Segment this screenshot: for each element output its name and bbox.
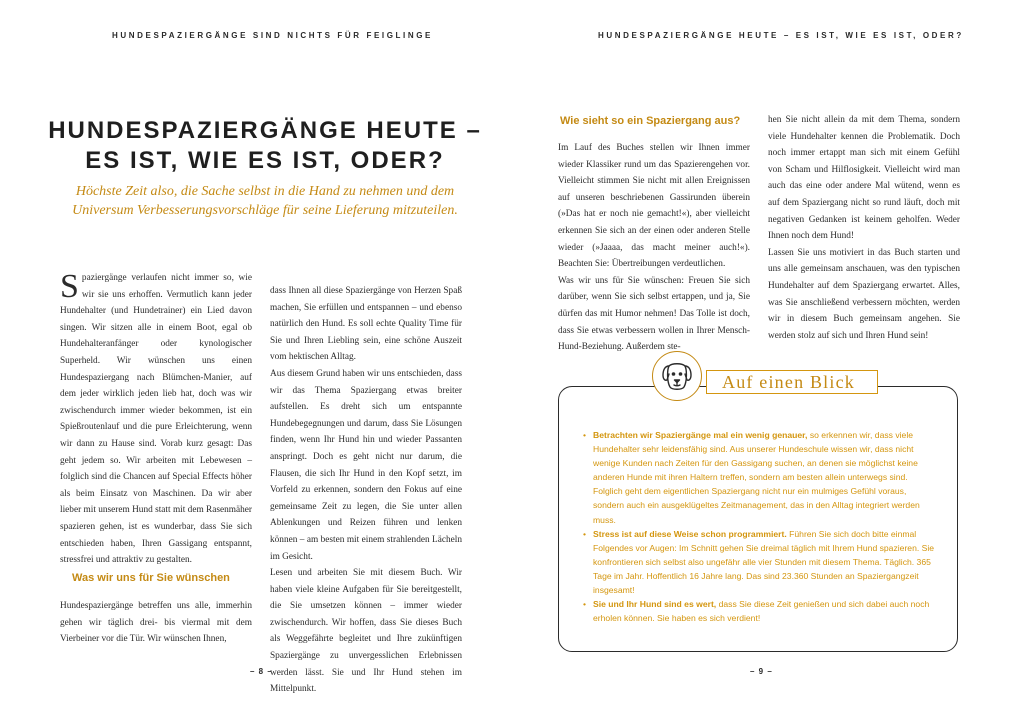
paragraph: Aus diesem Grund haben wir uns entschieden, dass wir das Thema Spaziergang etwas breiter aufstellen. Es dreht sich um entspannte Hundebegegnungen und darum, dass Sie Lösungen finden, wenn Ihr Hund hin und wieder Passanten anspringt. Doch es geht nicht nur darum, die Flausen, die sich Ihr Hund in den Kopf setzt, im Vorfeld zu erkennen, sondern den Fokus auf eine gemeinsame Zeit zu legen, die Sie unter allen Ablenkungen und Reizen führen und lenken können – am besten mit einem strahlenden Lächeln im Gesicht.	[270, 368, 462, 562]
running-head-right: HUNDESPAZIERGÄNGE HEUTE – ES IST, WIE ES IST, ODER?	[598, 31, 964, 40]
right-column-2	[768, 112, 960, 344]
paragraph: Lesen und arbeiten Sie mit diesem Buch. Wir haben viele kleine Aufgaben für Sie bereitgestellt, die Sie umsetzen können – immer wieder zwischendurch. Wir hoffen, dass Sie dieses Buch als Weggefährte begleitet und Ihre zukünftigen Spaziergänge zu unvergesslichen Erlebnissen werden lässt. Sie und Ihr Hund stehen im Mittelpunkt.	[270, 568, 462, 695]
summary-item: • Stress ist auf diese Weise schon programmiert. Führen Sie sich doch bitte einmal Folgendes vor Augen: Im Schnitt gehen Sie dreimal täglich mit Ihrem Hund spazieren. Sie konfrontieren sich selbst also ungefähr alle vier Stunden mit diesem Thema. Täglich. 365 Tage im Jahr. Hoffentlich 16 Jahre lang. Das sind 23.360 Stunden an Spaziergangzeit insgesamt!	[583, 527, 938, 597]
right-column-1	[558, 140, 750, 356]
page-number-right: – 9 –	[750, 667, 773, 676]
paragraph: Im Lauf des Buches stellen wir Ihnen immer wieder Klassiker rund um das Spazierengehen vor. Vielleicht stimmen Sie nicht mit allen Ereignissen auf unseren beschriebenen Gassirunden überein (»Das hat er noch nie gemacht!«), aber vielleicht erkennen Sie sich an der einen oder anderen Stelle wieder (»Jaaaa, das macht meiner auch!«). Beachten Sie: Übertreibungen verdeutlichen.	[558, 143, 750, 270]
drop-cap: S	[60, 268, 79, 305]
chapter-title: HUNDESPAZIERGÄNGE HEUTE – ES IST, WIE ES IST, ODER?	[48, 117, 482, 174]
left-column-1	[60, 270, 252, 569]
section-heading-walk: Wie sieht so ein Spaziergang aus?	[560, 115, 741, 127]
chapter-subtitle: Höchste Zeit also, die Sache selbst in die Hand zu nehmen und dem Universum Verbesserungsvorschläge für seine Lieferung mitzuteilen.	[72, 184, 458, 218]
paragraph: hen Sie nicht allein da mit dem Thema, sondern viele Hundehalter kennen die Problematik. Doch noch immer ertappt man sich mit einem Gefühl von Scham und Hilflosigkeit. Vielleicht wird man auch das eine oder andere Mal wütend, wenn es auf dem Spaziergang nicht so rund läuft, doch mit negativen Gedanken ist keinem geholfen. Weder Ihnen noch dem Hund!	[768, 115, 960, 242]
section-heading-wishes: Was wir uns für Sie wünschen	[72, 572, 230, 584]
intro-paragraph: Spaziergänge verlaufen nicht immer so, wie wir sie uns erhoffen. Vermutlich kann jeder Hundehalter (und Hundetrainer) ein Lied davon singen. Wir sitzen alle in einem Boot, egal ob Hundehalteranfänger oder kynologischer Superheld. Wir wünschen uns einen Hundespaziergang nach Blümchen-Manier, auf dem jeder wirklich jeden lieb hat, doch was wir zwischendurch immer wieder bekommen, ist ein Spießroutenlauf und die pure Erleichterung, wenn wir dann zu Hause sind. Vorab kurz gesagt: Das geht jedem so. Wir arbeiten mit Lebewesen – folglich sind die Chancen auf Special Effects höher als beim Einsatz von Maschinen. Da wir aber lieber mit unserem Hund statt mit dem Rasenmäher spazieren gehen, ist es wunderbar, dass Sie sich entschieden haben, Ihren Gassigang entspannt, stressfrei und attraktiv zu gestalten.	[60, 268, 252, 566]
left-column-2	[270, 283, 462, 698]
summary-item: • Betrachten wir Spaziergänge mal ein wenig genauer, so erkennen wir, dass viele Hundehalter sehr leidensfähig sind. Aus unserer Hundeschule wissen wir, dass nicht wenige Kunden nach Zeiten für den Gassigang suchen, an denen sie möglichst keine anderen Hunde mit ihren Haltern treffen, sondern am besten allein unterwegs sind. Folglich geht dem eigentlichen Spaziergang nicht nur ein mulmiges Gefühl voraus, sondern auch ein ausgeklügeltes Zeitmanagement, das in den Alltag integriert werden muss.	[583, 428, 938, 527]
paragraph: dass Ihnen all diese Spaziergänge von Herzen Spaß machen, Sie erfüllen und entspannen – und ebenso natürlich den Hund. Es soll echte Quality Time für Sie und Ihren Liebling sein, eine schöne Auszeit vom hektischen Alltag.	[270, 286, 462, 363]
paragraph: Was wir uns für Sie wünschen: Freuen Sie sich darüber, wenn Sie sich selbst ertappen, und ja, Sie dürfen das mit Humor nehmen! Das Tolle ist doch, dass Sie etwas verbessern wollen in Ihrer Mensch-Hund-Beziehung. Außerdem ste-	[558, 275, 750, 353]
left-column-1-continued	[60, 598, 252, 648]
summary-list	[583, 428, 938, 625]
summary-item: • Sie und Ihr Hund sind es wert, dass Sie diese Zeit genießen und sich dabei auch noch erholen können. Sie haben es sich verdient!	[583, 597, 938, 625]
dog-icon	[652, 351, 702, 401]
summary-box-title: Auf einen Blick	[722, 372, 855, 392]
running-head-left: HUNDESPAZIERGÄNGE SIND NICHTS FÜR FEIGLINGE	[112, 31, 433, 40]
wishes-paragraph: Hundespaziergänge betreffen uns alle, immerhin gehen wir täglich drei- bis viermal mit dem Vierbeiner vor die Tür. Wir wünschen Ihnen,	[60, 601, 252, 645]
paragraph: Lassen Sie uns motiviert in das Buch starten und uns alle gemeinsam anschauen, was den typischen Hundehalter auf dem Spaziergang erwartet. Alles, was Sie anschließend verbessern möchten, werden wir in diesem Buch gemeinsam angehen. Sie werden stolz auf sich und Ihren Hund sein!	[768, 247, 960, 341]
page-number-left: – 8 –	[250, 667, 273, 676]
